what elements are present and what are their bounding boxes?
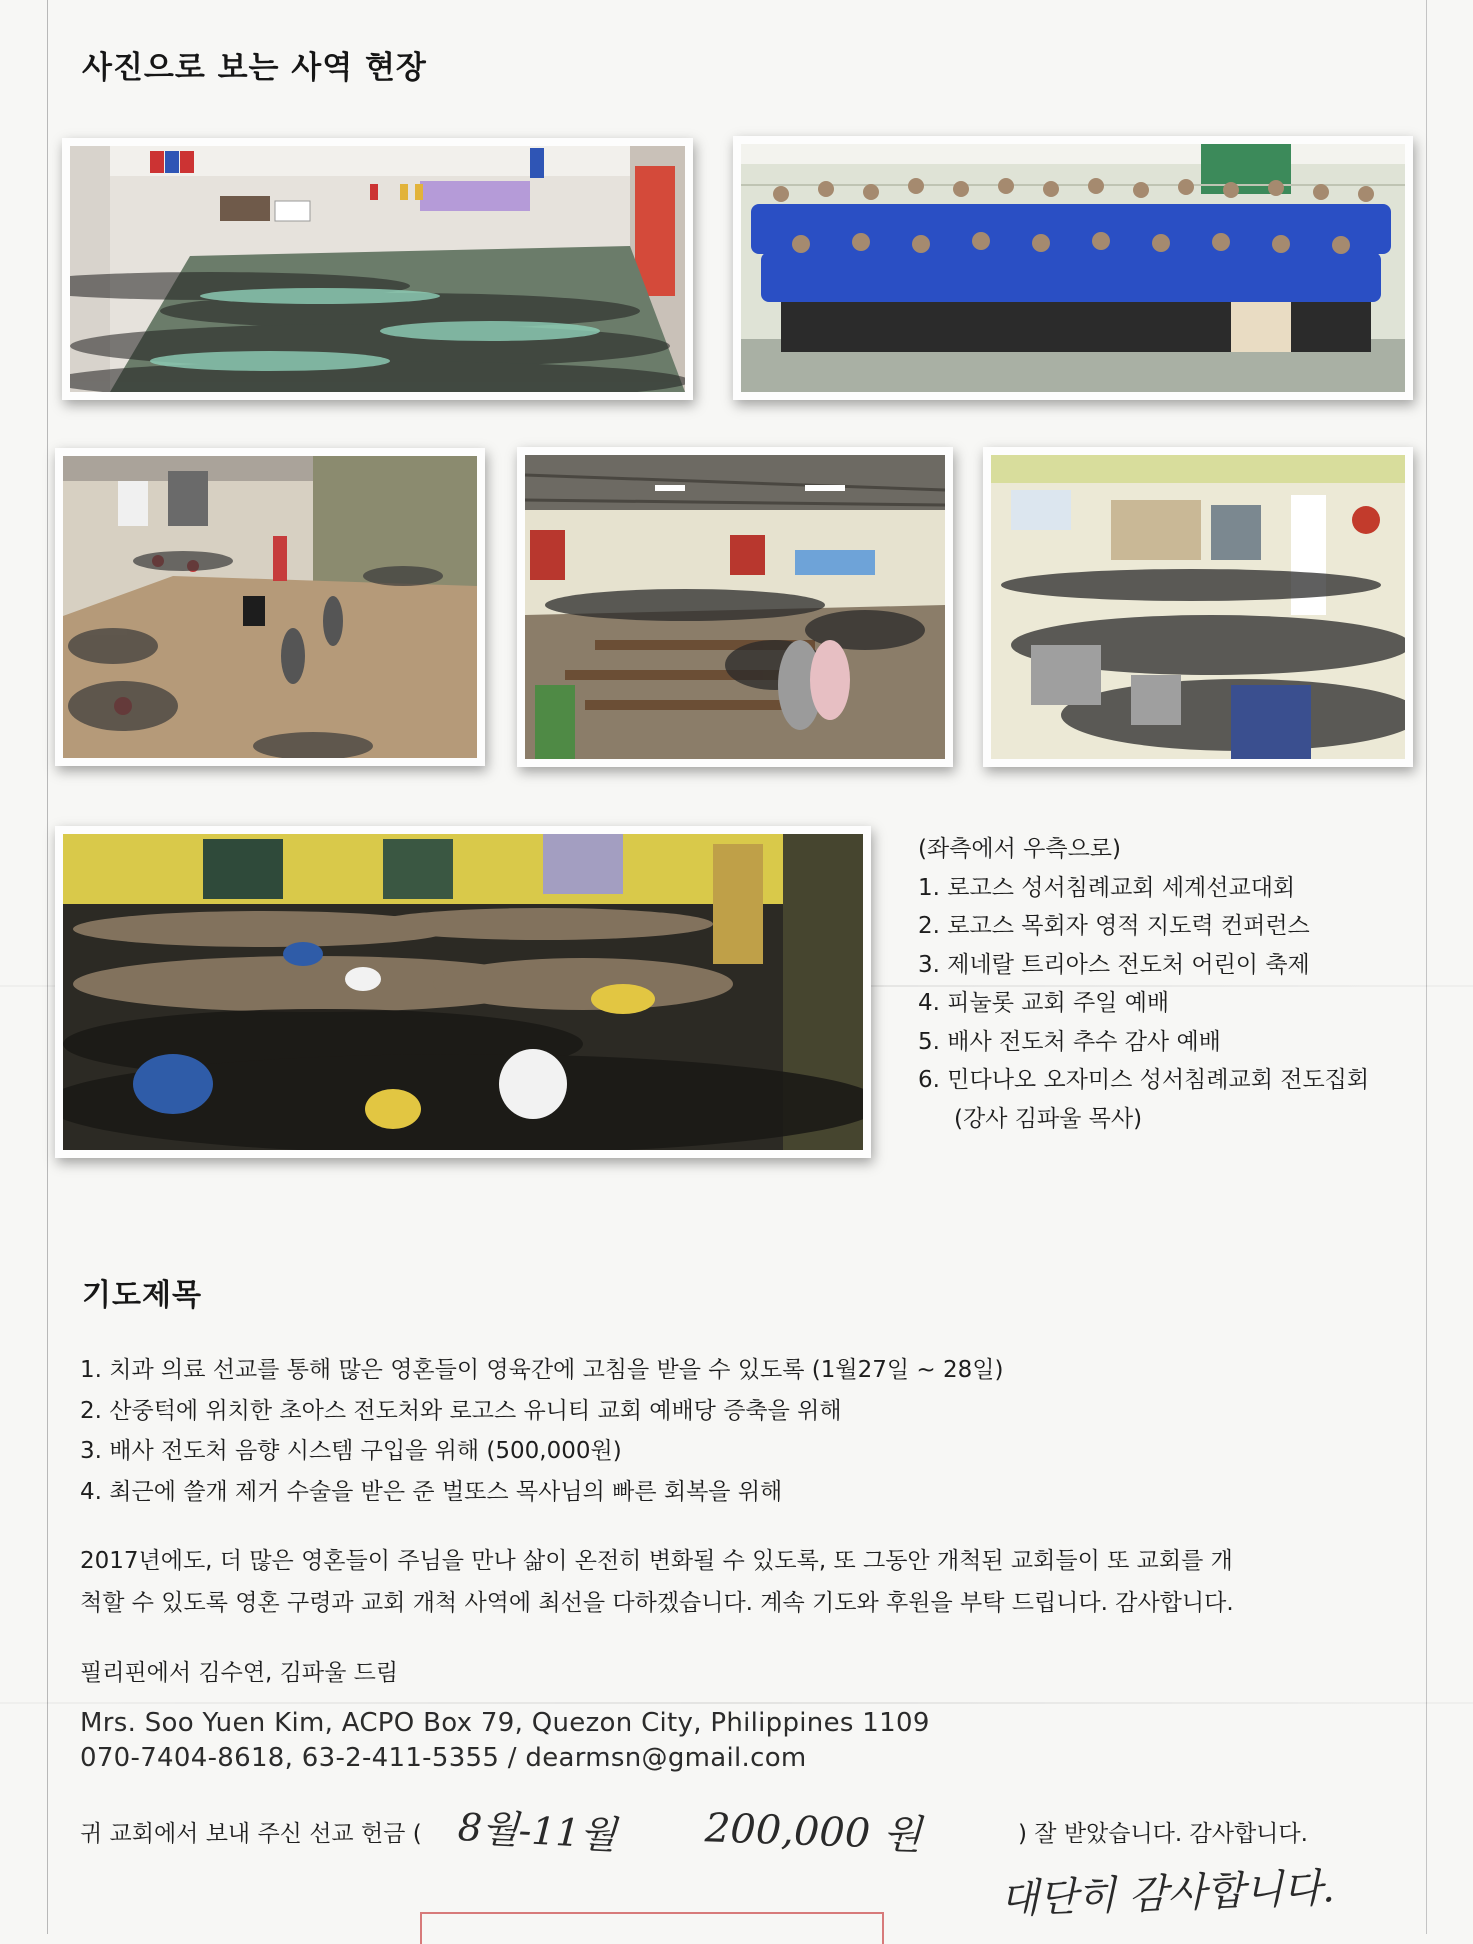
caption-item: 6. 민다나오 오자미스 성서침례교회 전도집회 <box>918 1067 1370 1093</box>
photo-sunday-service <box>517 447 953 767</box>
photo-thanksgiving-service <box>983 447 1413 767</box>
handwritten-period: 8월-11월 <box>456 1804 618 1858</box>
caption-item-continuation: (강사 김파울 목사) <box>954 1105 1143 1132</box>
receipt-prefix: 귀 교회에서 보내 주신 선교 헌금 ( <box>80 1821 422 1847</box>
prayer-list <box>80 1350 1003 1512</box>
photo-pastors-conference <box>733 136 1413 400</box>
caption-item: 1. 로고스 성서침례교회 세계선교대회 <box>918 874 1296 901</box>
photo-children-festival <box>55 448 485 766</box>
photos-heading: 사진으로 보는 사역 현장 <box>82 50 427 86</box>
closing-line: 척할 수 있도록 영혼 구령과 교회 개척 사역에 최선을 다하겠습니다. 계속 기도와 후원을 부탁 드립니다. 감사합니다. <box>80 1590 1234 1616</box>
captions-header: (좌측에서 우측으로) <box>918 836 1122 862</box>
phones-email: 070-7404-8618, 63-2-411-5355 / dearmsn@gmail.com <box>80 1743 807 1773</box>
prayer-item: 2. 산중턱에 위치한 초아스 전도처와 로고스 유니티 교회 예배당 증축을 위해 <box>80 1397 842 1424</box>
caption-item: 4. 피눌롯 교회 주일 예배 <box>918 990 1170 1016</box>
prayer-item: 1. 치과 의료 선교를 통해 많은 영혼들이 영육간에 고침을 받을 수 있도록 (1월27일 ~ 28일) <box>80 1357 1004 1383</box>
closing-line: 2017년에도, 더 많은 영혼들이 주님을 만나 삶이 온전히 변화될 수 있도록, 또 그동안 개척된 교회들이 또 교회를 개 <box>80 1548 1233 1574</box>
handwritten-amount: 200,000 원 <box>704 1805 923 1859</box>
prayer-heading: 기도제목 <box>82 1278 202 1313</box>
receipt-suffix: ) 잘 받았습니다. 감사합니다. <box>1018 1821 1308 1847</box>
prayer-item: 4. 최근에 쓸개 제거 수술을 받은 준 벌또스 목사님의 빠른 회복을 위해 <box>80 1478 783 1505</box>
photo-captions <box>918 830 1369 1138</box>
photo-evangelism-rally <box>55 826 871 1158</box>
caption-item: 3. 제네랄 트리아스 전도처 어린이 축제 <box>918 951 1310 978</box>
page-margin-line-left <box>47 0 48 1934</box>
paper-fold-crease <box>0 1702 1473 1704</box>
handwritten-thanks-note: 대단히 감사합니다. <box>999 1865 1336 1923</box>
caption-item: 2. 로고스 목회자 영적 지도력 컨퍼런스 <box>918 913 1310 939</box>
signature-line: 필리핀에서 김수연, 김파울 드림 <box>80 1660 399 1686</box>
photo-mission-conference <box>62 138 693 400</box>
mailing-address: Mrs. Soo Yuen Kim, ACPO Box 79, Quezon City, Philippines 1109 <box>80 1708 930 1738</box>
prayer-item: 3. 배사 전도처 음향 시스템 구입을 위해 (500,000원) <box>80 1438 622 1464</box>
closing-paragraph <box>80 1540 1380 1624</box>
red-stamp-partial <box>420 1912 884 1944</box>
page-margin-line-right <box>1426 0 1427 1934</box>
caption-item: 5. 배사 전도처 추수 감사 예배 <box>918 1028 1221 1055</box>
